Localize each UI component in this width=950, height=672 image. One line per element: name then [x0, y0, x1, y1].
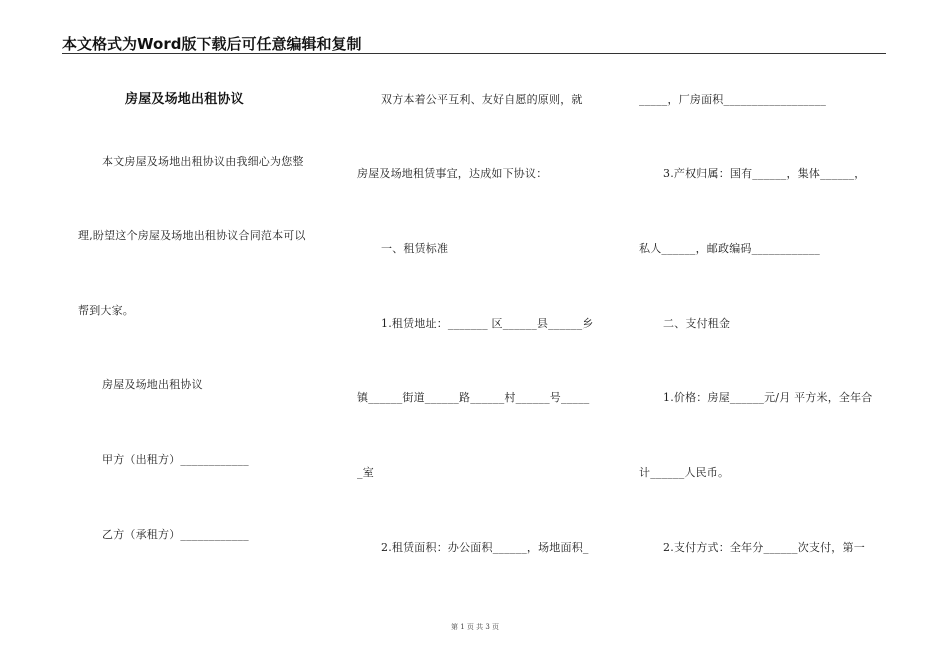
price-line-1: 1.价格：房屋______元/月 平方米，全年合 — [663, 391, 873, 404]
section-heading-lease: 一、租赁标准 — [381, 242, 449, 255]
area-line: 2.租赁面积：办公面积______，场地面积_ — [381, 541, 589, 554]
ownership-line-2: 私人______，邮政编码____________ — [639, 242, 820, 255]
page-footer: 第 1 页 共 3 页 — [450, 623, 500, 631]
intro-line-3: 帮到大家。 — [78, 304, 134, 317]
intro-line-1: 本文房屋及场地出租协议由我细心为您整 — [102, 155, 304, 168]
principle-line-2: 房屋及场地租赁事宜，达成如下协议： — [357, 167, 548, 180]
price-line-2: 计______人民币。 — [639, 466, 730, 479]
address-line-3: _室 — [357, 466, 374, 479]
factory-area-line: _____，厂房面积__________________ — [639, 93, 827, 106]
document-title: 房屋及场地出租协议 — [125, 92, 244, 107]
document-header: 本文格式为Word版下载后可任意编辑和复制 — [62, 35, 362, 53]
party-a-line: 甲方（出租方）____________ — [102, 453, 249, 466]
payment-line: 2.支付方式：全年分______次支付，第一 — [663, 541, 865, 554]
header-divider — [62, 53, 886, 54]
party-b-line: 乙方（承租方）____________ — [102, 528, 249, 541]
principle-line-1: 双方本着公平互利、友好自愿的原则，就 — [381, 93, 583, 106]
address-line-1: 1.租赁地址：_______ 区______县______乡 — [381, 317, 594, 330]
section-heading-rent: 二、支付租金 — [663, 317, 731, 330]
ownership-line-1: 3.产权归属：国有______，集体______， — [663, 167, 866, 180]
intro-line-2: 理,盼望这个房屋及场地出租协议合同范本可以 — [78, 229, 306, 242]
agreement-subtitle: 房屋及场地出租协议 — [102, 378, 203, 391]
address-line-2: 镇______街道______路______村______号_____ — [357, 391, 590, 404]
